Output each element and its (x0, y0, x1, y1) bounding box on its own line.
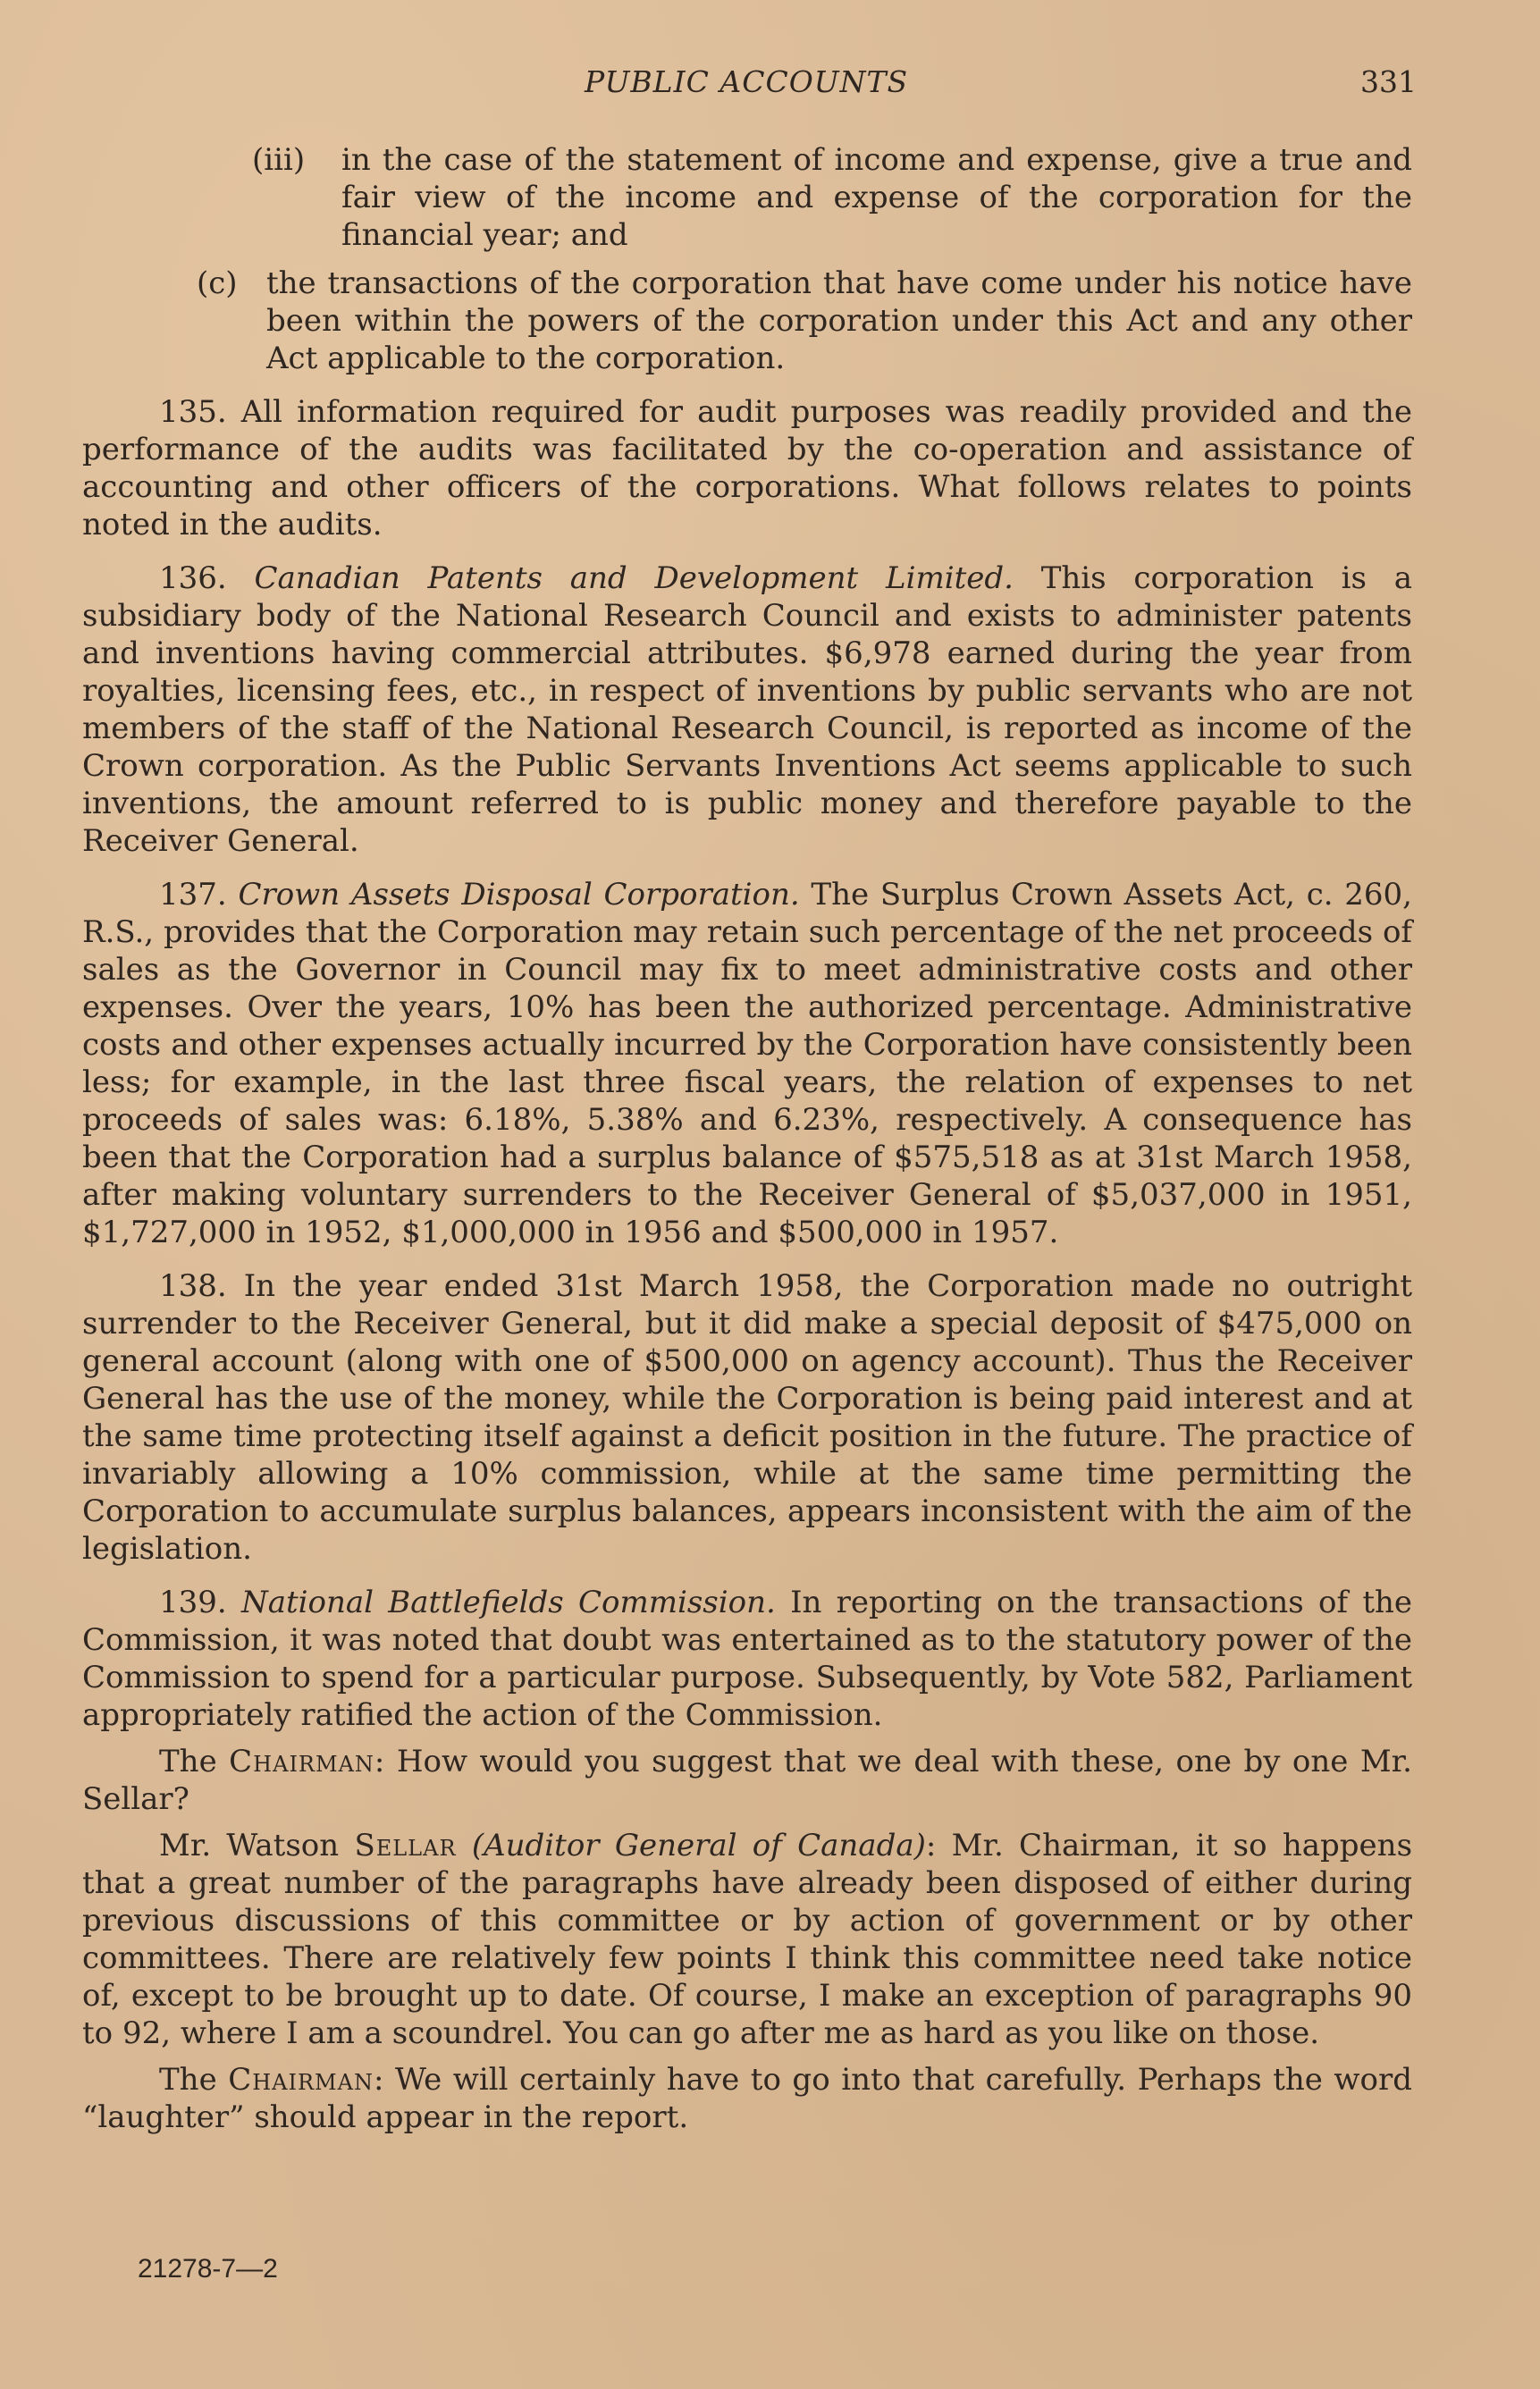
paragraph-text: This corporation is a subsidiary body of the National Research Council and exists to administer patents and inventions having commercial attributes. $6,978 earned during the year from royalties, licensing fees, etc., in respect of inventions by public servants who are not members of the staff of the National Research Council, is reported as income of the Crown corporation. As the Public Servants Inventions Act seems applicable to such inventions, the amount referred to is public money and therefore payable to the Receiver General. (82, 560, 1413, 859)
paragraph-text: 135. All information required for audit purposes was readily provided and the performance of the audits was facilitated by the co-operation and assistance of accounting and other officers of the corporations. What follows relates to points noted in the audits. (82, 394, 1412, 543)
list-item-label: (c) (197, 265, 238, 301)
dialogue-text: Mr. Chairman, it so happens that a great number of the paragraphs have already been disposed of either during previous discussions of this committee or by action of government or by other committees. There are relatively few points I think this committee need take notice of, except to be brought up to date. Of course, I make an exception of paragraphs 90 to 92, where I am a scoundrel. You can go after me as hard as you like on those. (82, 1828, 1413, 2051)
list-item-label: (iii) (252, 142, 306, 178)
paragraph-135 (82, 393, 1412, 543)
list-item-iii (82, 141, 1412, 254)
paragraph-text: In reporting on the transactions of the Commission, it was noted that doubt was entertained as to the statutory power of the Commission to spend for a particular purpose. Subsequently, by Vote 582, Parliament appropriately ratified the action of the Commission. (82, 1585, 1413, 1733)
dialogue-chairman-1 (82, 1743, 1412, 1818)
dialogue-chairman-2 (82, 2061, 1412, 2136)
paragraph-text: 138. In the year ended 31st March 1958, the Corporation made no outright surrender to the Receiver General, but it did make a special deposit of $475,000 on general account (along with one of $500,000 on agency account). Thus the Receiver General has the use of the money, while the Corporation is being paid interest and at the same time protecting itself against a deficit position in the future. The practice of invariably allowing a 10% commission, while at the same time permitting the Corporation to accumulate surplus balances, appears inconsistent with the aim of the legislation. (82, 1268, 1412, 1567)
dialogue-text: How would you suggest that we deal with these, one by one Mr. Sellar? (82, 1744, 1412, 1817)
speaker-name: Chairman (228, 2062, 374, 2098)
list-item-text: the transactions of the corporation that have come under his notice have been within the powers of the corporation under this Act and any other Act applicable to the corporation. (266, 265, 1412, 376)
speaker-role: (Auditor General of Canada) (471, 1828, 926, 1863)
list-item-c (82, 265, 1412, 377)
paragraph-136 (82, 559, 1412, 860)
body-text (82, 141, 1412, 2136)
paragraph-137 (82, 876, 1412, 1251)
footer-code: 21278-7—2 (138, 2254, 278, 2284)
speaker-suffix: : (374, 1744, 385, 1779)
speaker-prefix: Mr. Watson (159, 1828, 355, 1863)
list-item-text: in the case of the statement of income and expense, give a true and fair view of the income and expense of the corporation for the financial year; and (341, 142, 1412, 253)
paragraph-number: 136. (159, 560, 227, 596)
running-head: PUBLIC ACCOUNTS (585, 64, 909, 99)
page-number: 331 (1360, 64, 1417, 99)
paragraph-title: Crown Assets Disposal Corporation. (238, 877, 800, 913)
speaker-prefix: The (159, 1744, 230, 1779)
paragraph-138 (82, 1267, 1412, 1568)
speaker-suffix: : (373, 2062, 384, 2098)
paragraph-text: The Surplus Crown Assets Act, c. 260, R.S., provides that the Corporation may retain such percentage of the net proceeds of sales as the Governor in Council may fix to meet administrative costs and other expenses. Over the years, 10% has been the authorized percentage. Administrative costs and other expenses actually incurred by the Corporation have consistently been less; for example, in the last three fiscal years, the relation of expenses to net proceeds of sales was: 6.18%, 5.38% and 6.23%, respectively. A consequence has been that the Corporation had a surplus balance of $575,518 as at 31st March 1958, after making voluntary surrenders to the Receiver General of $5,037,000 in 1951, $1,727,000 in 1952, $1,000,000 in 1956 and $500,000 in 1957. (82, 877, 1412, 1250)
paragraph-title: National Battlefields Commission. (240, 1585, 776, 1620)
speaker-suffix: : (925, 1828, 937, 1863)
paragraph-number: 139. (159, 1585, 227, 1620)
speaker-name: Sellar (354, 1828, 457, 1863)
paragraph-title: Canadian Patents and Development Limited. (254, 560, 1014, 596)
dialogue-sellar (82, 1827, 1412, 2052)
paragraph-number: 137. (159, 877, 227, 913)
dialogue-text: We will certainly have to go into that carefully. Perhaps the word “laughter” should appear in the report. (82, 2062, 1412, 2135)
page-header (0, 64, 1540, 109)
speaker-prefix: The (159, 2062, 229, 2098)
speaker-name: Chairman (229, 1744, 374, 1779)
paragraph-139 (82, 1584, 1412, 1734)
